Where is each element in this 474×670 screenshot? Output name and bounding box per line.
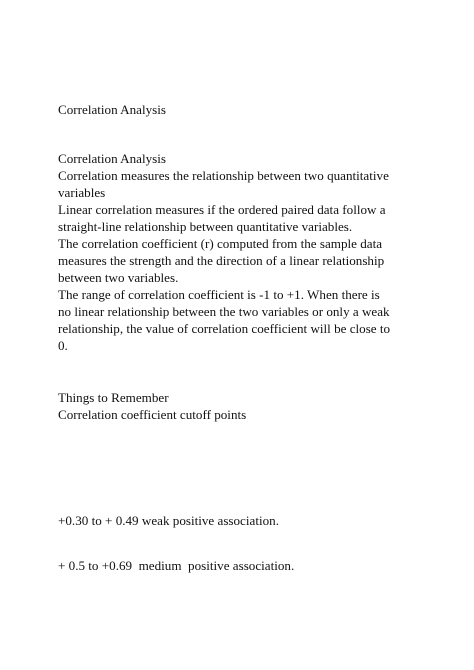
body-line: The correlation coefficient (r) computed from the sample data: [58, 236, 383, 251]
body-line: measures the strength and the direction of a linear relationship: [58, 253, 385, 268]
remember-subheading: Correlation coefficient cutoff points: [58, 407, 247, 422]
section-heading: Correlation Analysis: [58, 151, 167, 166]
body-line: variables: [58, 185, 106, 200]
document-title: Correlation Analysis: [58, 102, 167, 117]
body-line: relationship, the value of correlation coefficient will be close to: [58, 321, 391, 336]
remember-heading: Things to Remember: [58, 390, 169, 405]
cutoff-medium-positive: + 0.5 to +0.69 medium positive association.: [58, 558, 295, 573]
body-line: 0.: [58, 338, 68, 353]
body-line: no linear relationship between the two variables or only a weak: [58, 304, 390, 319]
body-line: straight-line relationship between quantitative variables.: [58, 219, 353, 234]
body-line: Linear correlation measures if the ordered paired data follow a: [58, 202, 386, 217]
body-line: Correlation measures the relationship between two quantitative: [58, 168, 389, 183]
body-line: between two variables.: [58, 270, 179, 285]
cutoff-weak-positive: +0.30 to + 0.49 weak positive association.: [58, 513, 279, 528]
body-line: The range of correlation coefficient is -1 to +1. When there is: [58, 287, 380, 302]
